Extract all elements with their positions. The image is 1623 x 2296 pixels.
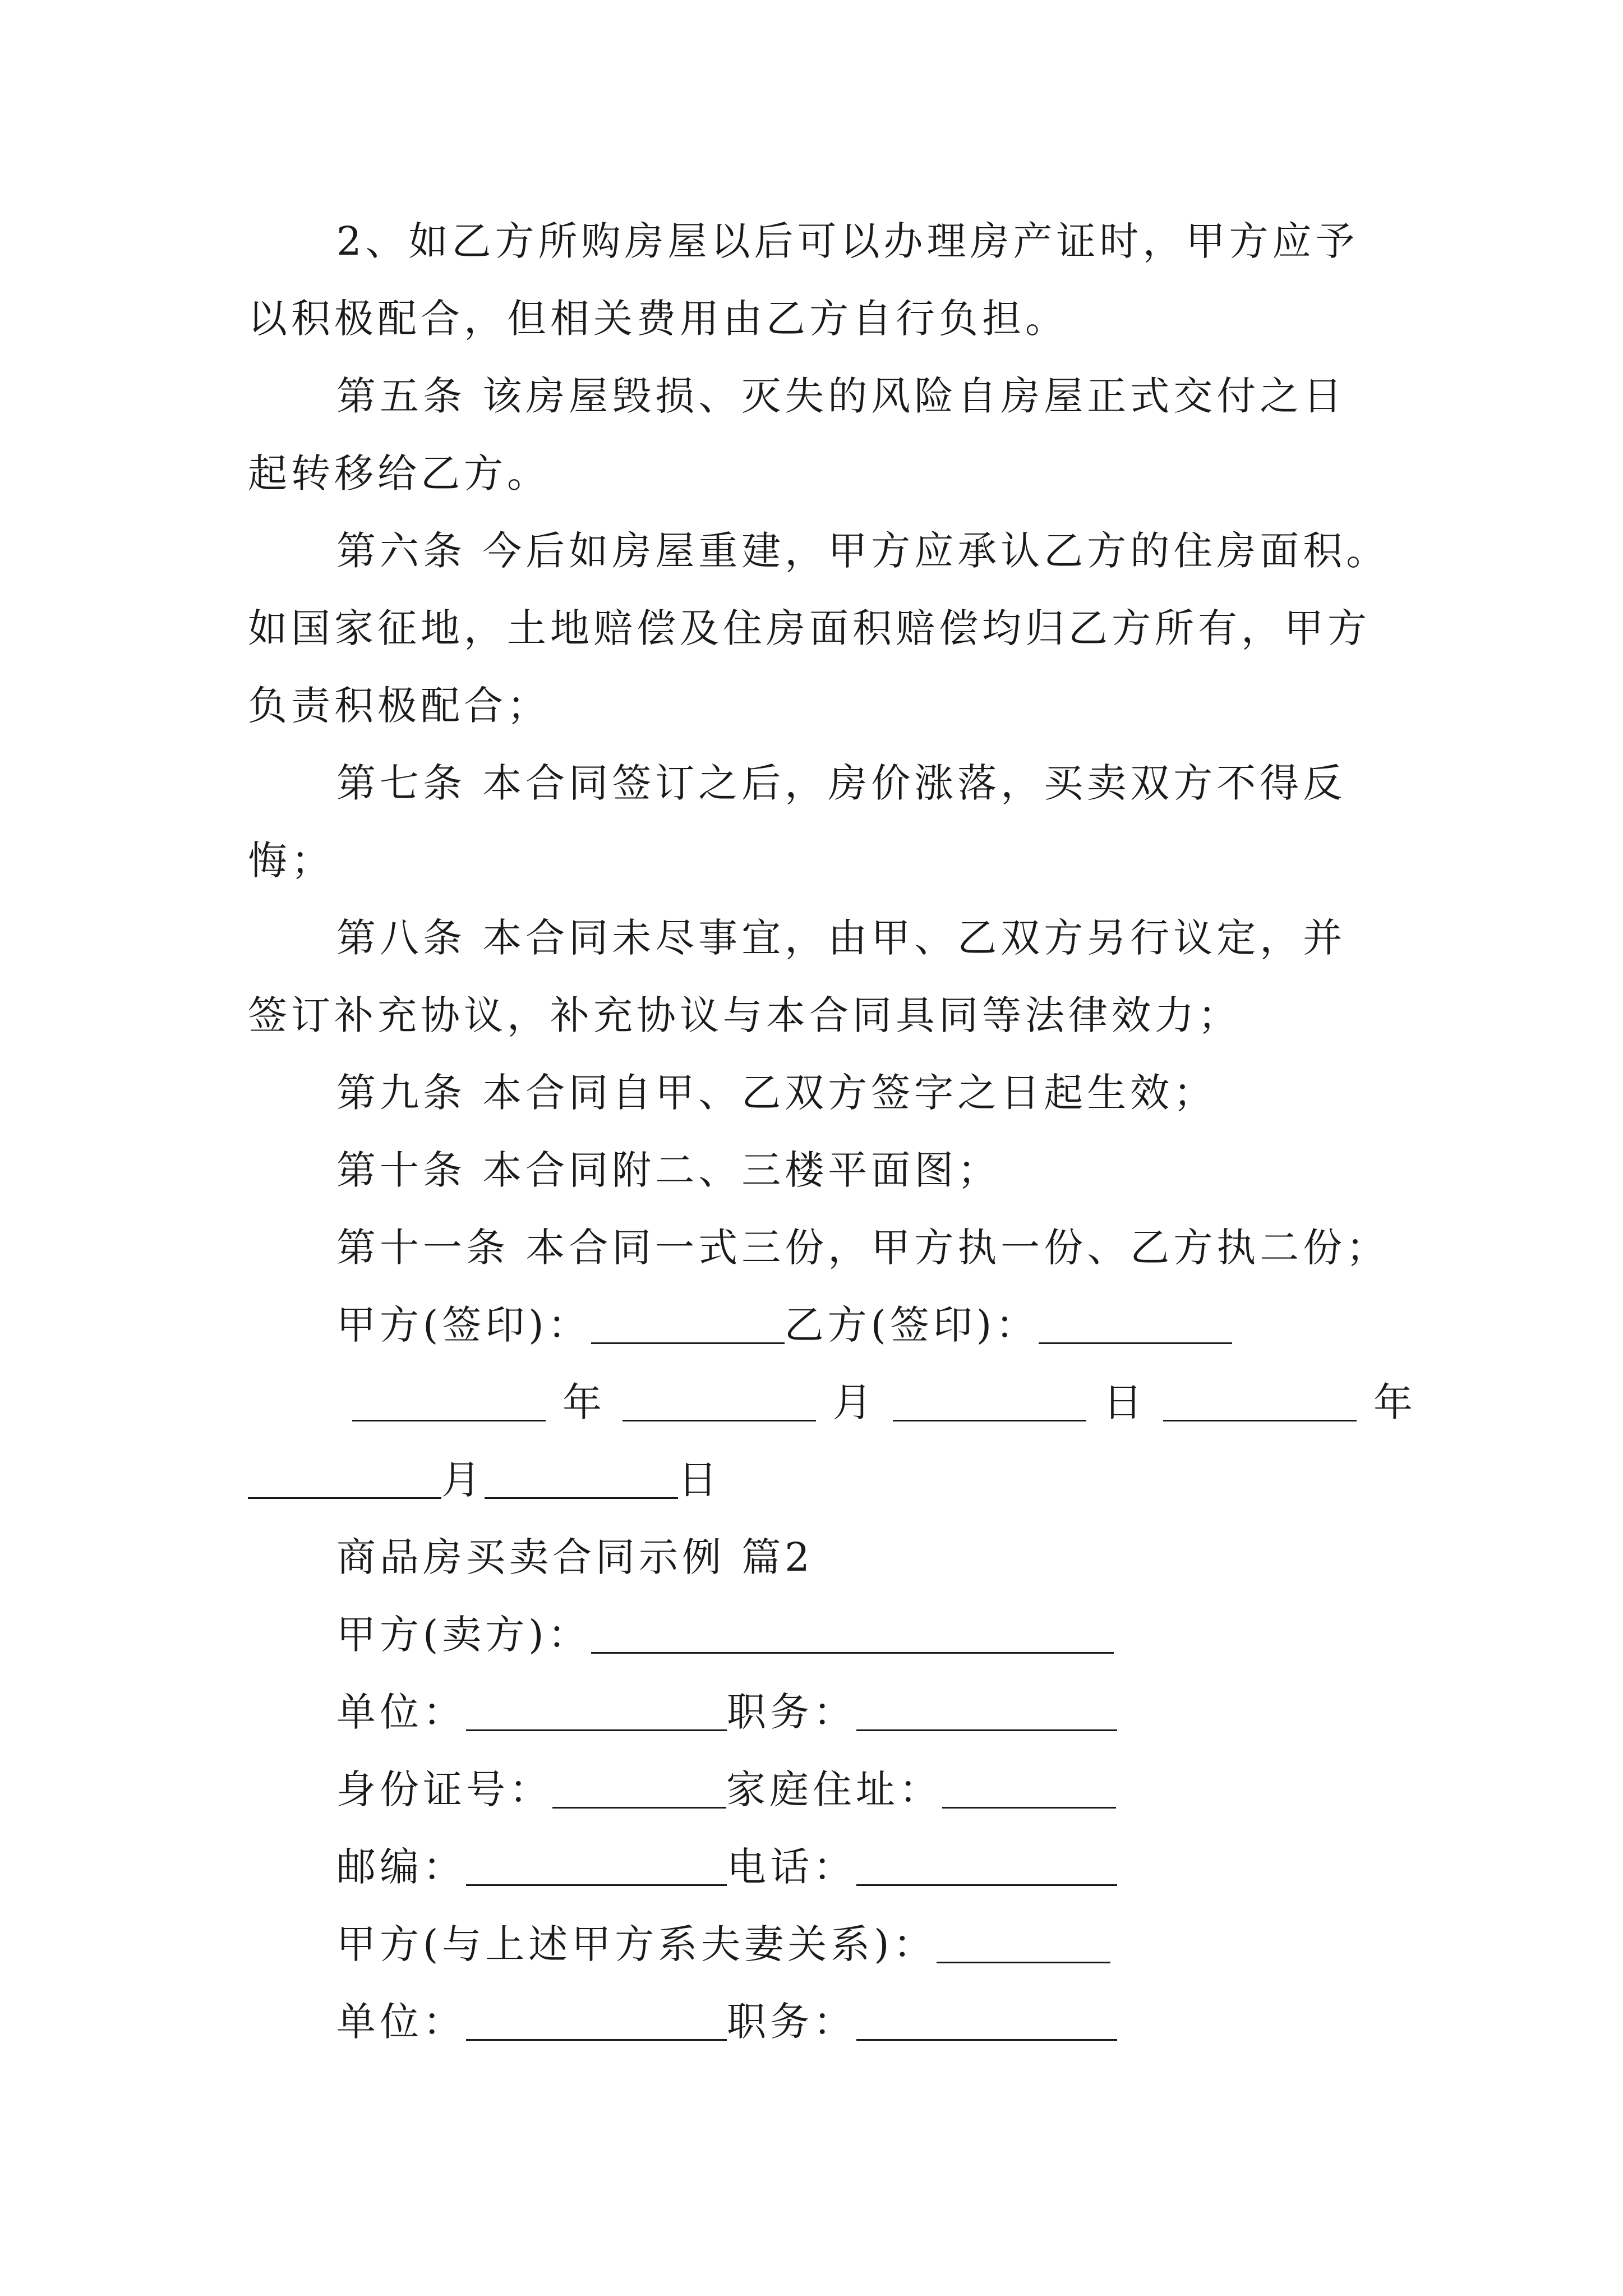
clause-4-item-2-line-1: 2、如乙方所购房屋以后可以办理房产证时，甲方应予	[336, 218, 1359, 264]
date-row-1	[352, 1374, 1417, 1430]
unit-label-2: 单位：	[336, 1999, 466, 2045]
party-a-sign-blank[interactable]	[591, 1305, 785, 1344]
month-label-b: 月	[441, 1457, 485, 1503]
section-2-title: 商品房买卖合同示例 篇2	[336, 1534, 814, 1580]
day-blank-a[interactable]	[893, 1383, 1086, 1421]
month-blank-b[interactable]	[248, 1460, 441, 1499]
month-blank-a[interactable]	[623, 1383, 816, 1421]
clause-4-item-2-line-2: 以积极配合，但相关费用由乙方自行负担。	[248, 296, 1068, 342]
signature-row	[336, 1297, 1232, 1353]
clause-10: 第十条 本合同附二、三楼平面图；	[336, 1147, 1001, 1193]
postcode-blank[interactable]	[466, 1847, 727, 1886]
year-label-b: 年	[1373, 1379, 1417, 1425]
year-blank-b[interactable]	[1163, 1383, 1357, 1421]
unit-position-row	[336, 1684, 1117, 1740]
postcode-label: 邮编：	[336, 1844, 466, 1890]
clause-5-line-1: 第五条 该房屋毁损、灭失的风险自房屋正式交付之日	[336, 373, 1347, 419]
seller-label: 甲方(卖方)：	[336, 1612, 591, 1658]
clause-8-line-1: 第八条 本合同未尽事宜，由甲、乙双方另行议定，并	[336, 915, 1347, 961]
clause-6-line-1: 第六条 今后如房屋重建，甲方应承认乙方的住房面积。	[336, 528, 1390, 574]
party-b-sign-label: 乙方(签印)：	[784, 1302, 1039, 1348]
clause-11: 第十一条 本合同一式三份，甲方执一份、乙方执二份；	[336, 1225, 1390, 1271]
clause-7-line-1: 第七条 本合同签订之后，房价涨落，买卖双方不得反	[336, 760, 1347, 806]
date-row-2	[248, 1452, 721, 1508]
seller-blank[interactable]	[591, 1615, 1114, 1654]
clause-7-line-2: 悔；	[248, 838, 334, 884]
spouse-row	[336, 1916, 1110, 1972]
clause-8-line-2: 签订补充协议，补充协议与本合同具同等法律效力；	[248, 992, 1241, 1038]
position-label: 职务：	[727, 1689, 856, 1735]
clause-6-line-2: 如国家征地，土地赔偿及住房面积赔偿均归乙方所有，甲方	[248, 605, 1371, 651]
clause-5-line-2: 起转移给乙方。	[248, 450, 550, 496]
unit-position-row-2	[336, 1994, 1117, 2050]
day-label-b: 日	[678, 1457, 721, 1503]
id-number-blank[interactable]	[552, 1770, 726, 1809]
year-label-a: 年	[562, 1379, 606, 1425]
id-address-row	[336, 1761, 1116, 1818]
day-blank-b[interactable]	[485, 1460, 678, 1499]
month-label-a: 月	[833, 1379, 876, 1425]
unit-blank-2[interactable]	[466, 2002, 727, 2041]
home-address-blank[interactable]	[942, 1770, 1116, 1809]
unit-label: 单位：	[336, 1689, 466, 1735]
party-a-sign-label: 甲方(签印)：	[336, 1302, 591, 1348]
home-address-label: 家庭住址：	[726, 1766, 942, 1812]
unit-blank[interactable]	[466, 1692, 727, 1731]
position-blank[interactable]	[856, 1692, 1117, 1731]
spouse-blank[interactable]	[937, 1925, 1110, 1963]
seller-row	[336, 1607, 1114, 1663]
clause-6-line-3: 负责积极配合；	[248, 683, 550, 729]
clause-9: 第九条 本合同自甲、乙双方签字之日起生效；	[336, 1070, 1217, 1116]
party-b-sign-blank[interactable]	[1039, 1305, 1232, 1344]
position-label-2: 职务：	[727, 1999, 856, 2045]
year-blank-a[interactable]	[352, 1383, 546, 1421]
phone-label: 电话：	[727, 1844, 856, 1890]
position-blank-2[interactable]	[856, 2002, 1117, 2041]
day-label-a: 日	[1103, 1379, 1146, 1425]
spouse-label: 甲方(与上述甲方系夫妻关系)：	[336, 1921, 937, 1967]
id-number-label: 身份证号：	[336, 1766, 552, 1812]
postcode-phone-row	[336, 1839, 1117, 1895]
phone-blank[interactable]	[856, 1847, 1117, 1886]
